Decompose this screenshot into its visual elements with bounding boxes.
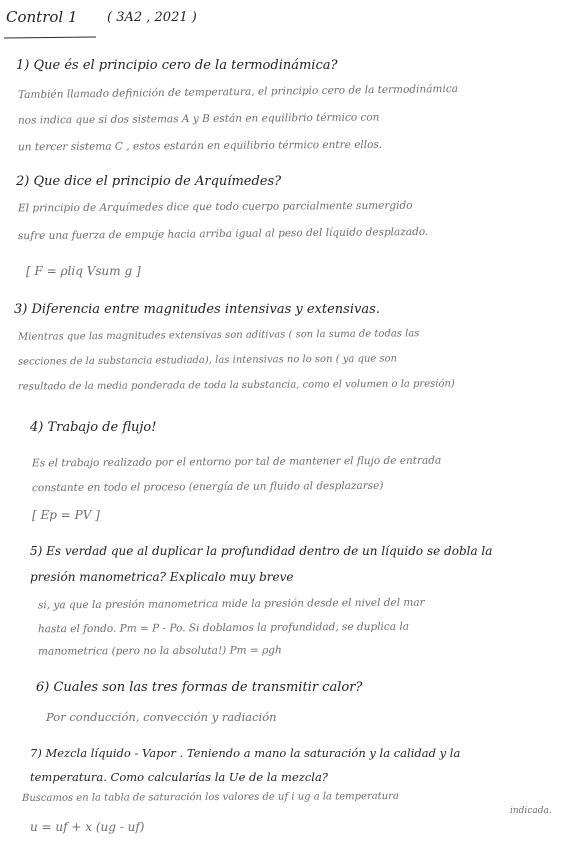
question-5-line-2: presión manometrica? Explicalo muy breve — [30, 570, 294, 584]
question-2: 2) Que dice el principio de Arquímedes? — [16, 174, 282, 189]
answer-5-line-3: manometrica (pero no la absoluta!) Pm = ρgh — [37, 644, 282, 658]
question-4: 4) Trabajo de flujo! — [30, 420, 157, 435]
answer-2-formula: [ F = ρliq Vsum g ] — [26, 264, 141, 278]
answer-1-line-3: un tercer sistema C , estos estarán en equilibrio térmico entre ellos. — [17, 138, 383, 154]
answer-1-line-2: nos indica que si dos sistemas A y B están en equilibrio térmico con — [17, 111, 380, 127]
answer-7-line-1: Buscamos en la tabla de saturación los valores de uf i ug a la temperatura — [21, 791, 399, 804]
question-6: 6) Cuales son las tres formas de transmitir calor? — [36, 680, 363, 695]
question-1: 1) Que és el principio cero de la termodinámica? — [16, 58, 338, 73]
answer-6-line-1: Por conducción, convección y radiación — [46, 710, 277, 724]
page-meta: ( 3A2 , 2021 ) — [107, 10, 197, 25]
answer-4-line-2: constante en todo el proceso (energía de un fluido al desplazarse) — [31, 479, 384, 495]
answer-3-line-2: secciones de la substancia estudiada), las intensivas no lo son ( ya que son — [17, 353, 398, 368]
question-7-line-1: 7) Mezcla líquido - Vapor . Teniendo a mano la saturación y la calidad y la — [30, 746, 461, 760]
answer-7-line-2: indicada. — [510, 806, 552, 816]
answer-7-formula: u = uf + x (ug - uf) — [30, 820, 145, 834]
question-3: 3) Diferencia entre magnitudes intensivas y extensivas. — [14, 302, 380, 317]
title-underline — [4, 37, 96, 39]
question-7-line-2: temperatura. Como calcularías la Ue de la mezcla? — [30, 770, 328, 784]
answer-3-line-1: Mientras que las magnitudes extensivas son aditivas ( son la suma de todas las — [17, 328, 420, 343]
answer-5-line-1: si, ya que la presión manometrica mide la presión desde el nivel del mar — [37, 596, 425, 612]
answer-4-line-1: Es el trabajo realizado por el entorno por tal de mantener el flujo de entrada — [31, 454, 442, 470]
question-5-line-1: 5) Es verdad que al duplicar la profundidad dentro de un líquido se dobla la — [30, 544, 493, 558]
page-title: Control 1 — [6, 8, 78, 26]
answer-2-line-2: sufre una fuerza de empuje hacia arriba igual al peso del líquido desplazado. — [17, 225, 429, 243]
answer-2-line-1: El principio de Arquímedes dice que todo cuerpo parcialmente sumergido — [17, 199, 413, 215]
answer-5-line-2: hasta el fondo. Pm = P - Po. Si doblamos la profundidad, se duplica la — [37, 620, 410, 636]
answer-4-formula: [ Ep = PV ] — [32, 508, 100, 522]
answer-3-line-3: resultado de la media ponderada de toda la substancia, como el volumen o la presión) — [17, 378, 455, 393]
answer-1-line-1: También llamado definición de temperatura, el principio cero de la termodinámica — [17, 82, 459, 102]
